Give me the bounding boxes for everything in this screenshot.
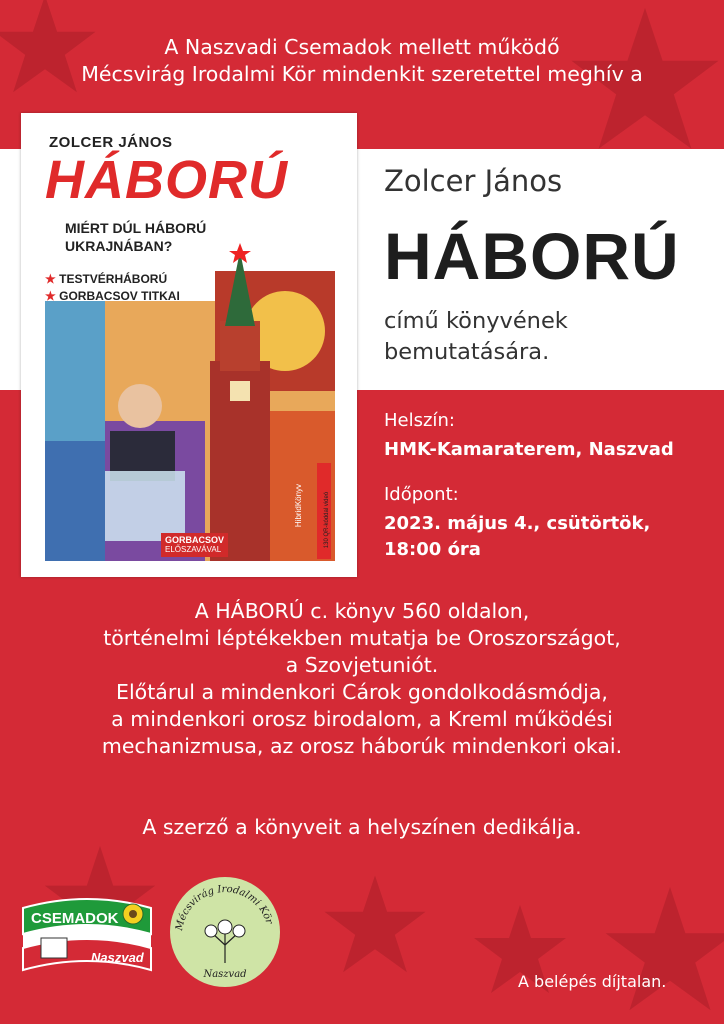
description-line: a Szovjetuniót. [285,653,439,677]
book-description [0,598,724,760]
intro-line: Mécsvirág Irodalmi Kör mindenkit szeretettel meghív a [81,62,643,86]
csemadok-logo-bottom-text: Naszvad [91,950,144,965]
event-subtitle-line: bemutatására. [384,339,550,365]
place-label: Helszín: [384,410,455,431]
invitation-intro [0,34,724,88]
event-title: HÁBORÚ [384,219,680,293]
time-hour: 18:00 óra [384,539,481,560]
cover-side-small-wrap [324,483,344,563]
cover-bullet-list [45,271,180,305]
cover-bullet: ★ GORBACSOV TITKAI [45,289,180,303]
event-subtitle-line: című könyvének [384,308,568,334]
cover-subtitle-line: UKRAJNÁBAN? [65,238,173,254]
mecsvirag-logo-bottom-text: Naszvad [203,969,247,980]
place-value: HMK-Kamaraterem, Naszvad [384,439,674,460]
star-decoration-icon [320,870,430,980]
cover-bullet: ★ TESTVÉRHÁBORÚ [45,272,168,286]
description-line: A HÁBORÚ c. könyv 560 oldalon, [194,599,530,623]
mecsvirag-logo-arc-text: Mécsvirág Irodalmi Kör [174,883,275,932]
book-cover [21,113,357,577]
time-label: Időpont: [384,484,459,505]
dedication-note: A szerző a könyveit a helyszínen dedikálja. [142,815,582,839]
cover-title: HÁBORÚ [45,150,288,210]
description-line: a mindenkori orosz birodalom, a Kreml működési [111,707,613,731]
cover-side-small: 130 QR-kóddal videó [324,491,331,549]
mecsvirag-logo [168,875,282,989]
csemadok-logo-top-text: CSEMADOK [31,910,119,927]
time-date: 2023. május 4., csütörtök, [384,513,651,534]
free-entry-note: A belépés díjtalan. [518,972,667,991]
intro-line: A Naszvadi Csemadok mellett működő [164,35,560,59]
cover-subtitle-line: MIÉRT DÚL HÁBORÚ [65,220,207,236]
cover-side-text: HibridKönyv [294,483,304,528]
cover-badge: GORBACSOV ELŐSZAVÁVAL [161,533,228,557]
description-line: mechanizmusa, az orosz háborúk mindenkori okai. [101,734,623,758]
star-decoration-icon [600,880,724,1020]
time-value [384,511,650,563]
cover-author: ZOLCER JÁNOS [49,134,173,151]
event-subtitle [384,306,568,368]
description-line: történelmi léptékekben mutatja be Oroszországot, [103,626,621,650]
description-line: Előtárul a mindenkori Cárok gondolkodásmódja, [116,680,608,704]
event-author: Zolcer János [384,164,563,198]
csemadok-logo [21,890,153,972]
